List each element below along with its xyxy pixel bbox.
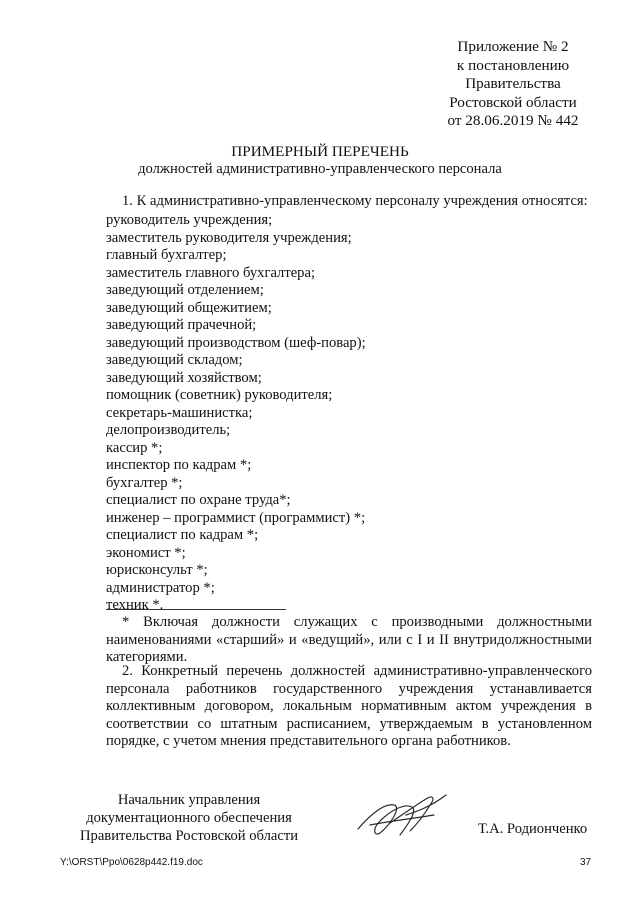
appendix-number: Приложение № 2 xyxy=(457,38,569,55)
list-item: администратор *; xyxy=(106,579,215,596)
signatory-line1: Начальник управления xyxy=(117,792,261,808)
list-item: инженер – программист (программист) *; xyxy=(106,509,366,526)
appendix-date: от 28.06.2019 № 442 xyxy=(447,112,579,130)
signatory-name: Т.А. Родионченко xyxy=(478,821,588,837)
file-path: Y:\ORST\Ppo\0628p442.f19.doc xyxy=(60,857,203,868)
list-item: руководитель учреждения; xyxy=(106,212,273,228)
list-item: бухгалтер *; xyxy=(106,474,183,491)
appendix-line4: Ростовской области xyxy=(449,93,577,111)
footnote: * Включая должности служащих с производными должностными наименованиями «старший» и «ведущий», или с I и II внутридолжностными категориями. xyxy=(106,614,592,665)
list-item: кассир *; xyxy=(106,439,163,456)
handwritten-signature xyxy=(350,785,460,845)
appendix-header xyxy=(418,38,608,131)
list-item: экономист *; xyxy=(106,544,186,561)
list-item: помощник (советник) руководителя; xyxy=(106,387,333,403)
list-item: заведующий прачечной; xyxy=(106,317,257,333)
list-item: заведующий производством (шеф-повар); xyxy=(106,334,366,351)
list-item: юрисконсульт *; xyxy=(106,562,208,578)
page-number: 37 xyxy=(580,857,592,868)
appendix-line3: Правительства xyxy=(465,75,561,93)
paragraph-2: 2. Конкретный перечень должностей административно-управленческого персонала работников государственного учреждения устанавливается коллективным договором, локальным нормативным актом учреждения в соответствии со штатным расписанием, утверждаемым в установленном порядке, с учетом мнения представительного органа работников. xyxy=(106,663,592,749)
list-item: заведующий отделением; xyxy=(106,282,264,298)
list-item: заведующий общежитием; xyxy=(106,299,272,316)
positions-list xyxy=(106,212,366,615)
list-item: заведующий хозяйством; xyxy=(106,369,262,386)
list-item: делопроизводитель; xyxy=(106,422,231,438)
list-item: главный бухгалтер; xyxy=(106,247,227,263)
list-item: заведующий складом; xyxy=(106,352,243,368)
list-item: секретарь-машинистка; xyxy=(106,404,253,421)
list-item: заместитель главного бухгалтера; xyxy=(106,264,316,281)
document-title: ПРИМЕРНЫЙ ПЕРЕЧЕНЬ xyxy=(231,143,409,160)
intro-paragraph: 1. К административно-управленческому персоналу учреждения относятся: xyxy=(122,193,588,209)
list-item: инспектор по кадрам *; xyxy=(106,457,252,473)
list-item: техник *. xyxy=(106,597,164,613)
list-item: специалист по кадрам *; xyxy=(106,527,259,543)
list-item: специалист по охране труда*; xyxy=(106,492,291,508)
footnote-divider xyxy=(106,609,286,610)
signatory-title xyxy=(60,791,318,845)
appendix-line2: к постановлению xyxy=(456,56,570,74)
signatory-line2: документационного обеспечения xyxy=(86,810,292,826)
list-item: заместитель руководителя учреждения; xyxy=(106,229,352,246)
document-subtitle: должностей административно-управленческого персонала xyxy=(138,161,502,177)
signatory-line3: Правительства Ростовской области xyxy=(79,828,299,844)
